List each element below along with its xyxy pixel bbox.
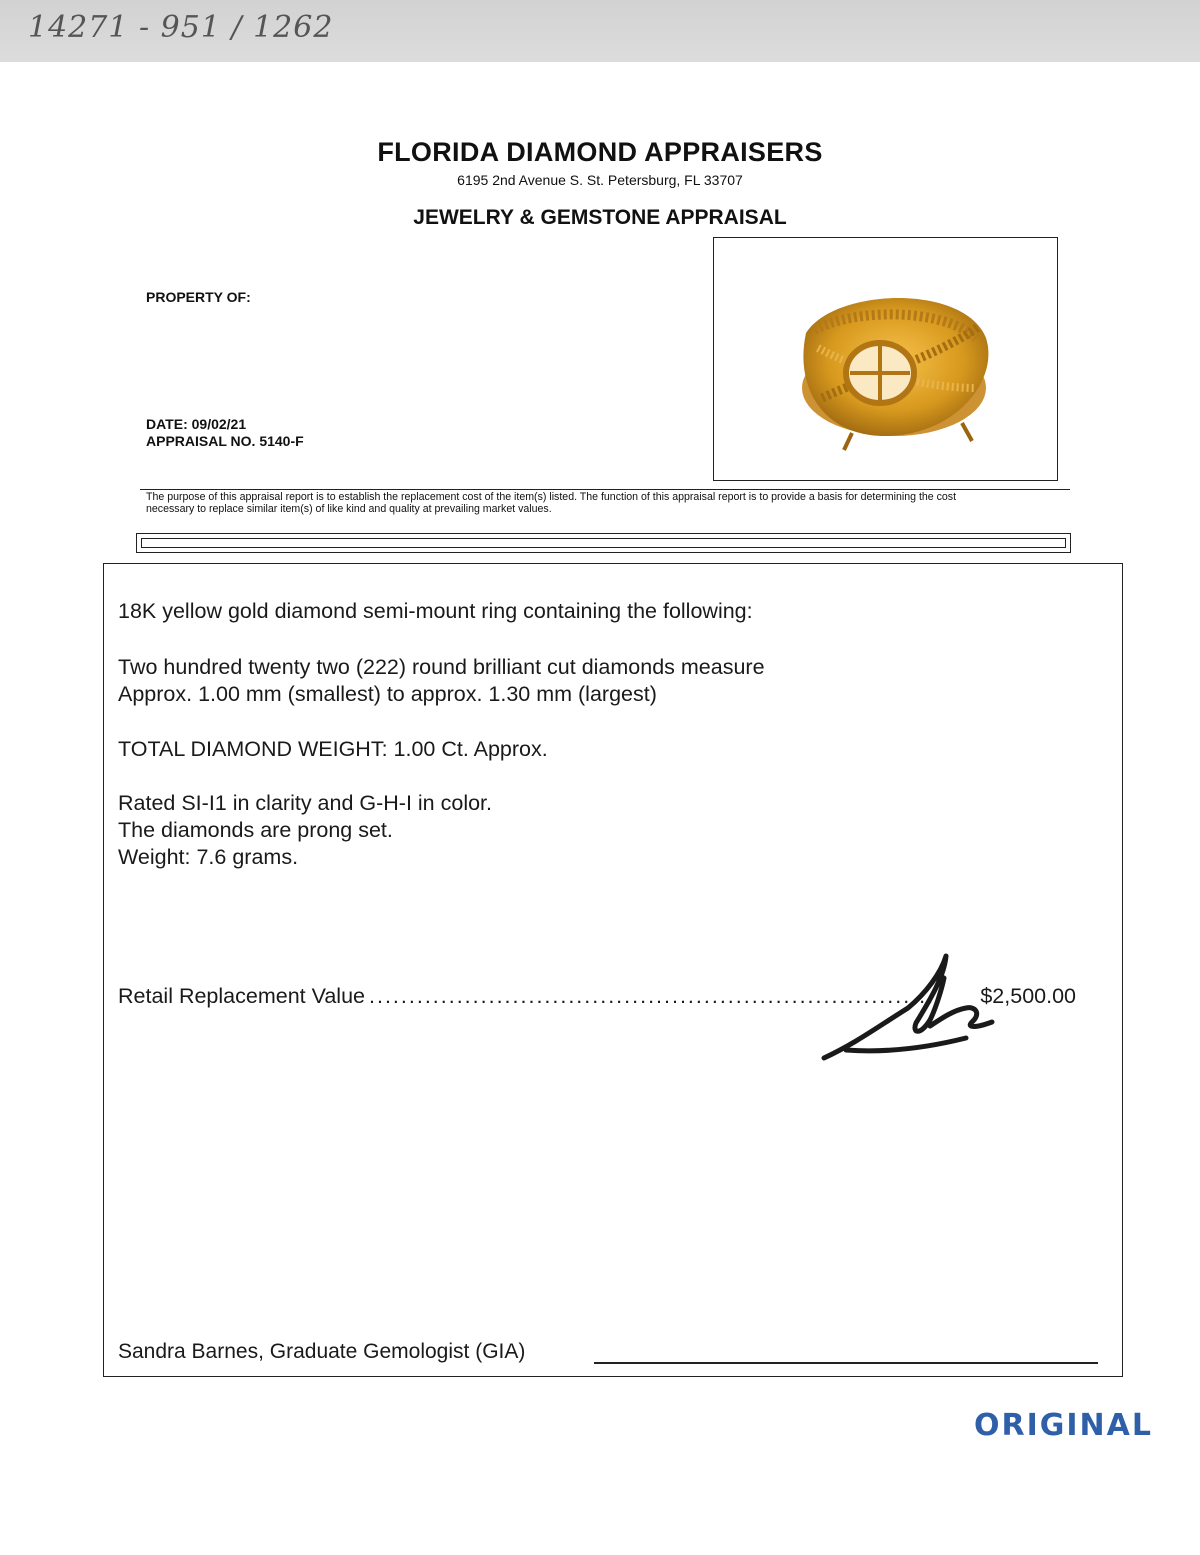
purpose-divider (140, 489, 1070, 490)
date-label: DATE: (146, 416, 188, 432)
company-address: 6195 2nd Avenue S. St. Petersburg, FL 33707 (457, 172, 743, 188)
handwritten-signature (816, 948, 1006, 1078)
company-name: FLORIDA DIAMOND APPRAISERS (377, 137, 823, 167)
signature-line (594, 1362, 1098, 1364)
clarity-color-line: Rated SI-I1 in clarity and G-H-I in color. (118, 791, 493, 815)
date-row (146, 416, 246, 432)
dot-leader: ........................................................................ (369, 984, 944, 1008)
original-stamp: ORIGINAL (974, 1408, 1153, 1443)
replacement-value-label: Retail Replacement Value (118, 984, 365, 1008)
purpose-statement (146, 491, 1070, 515)
handwritten-reference-note: 14271 - 951 / 1262 (28, 10, 334, 45)
purpose-line-2: necessary to replace similar item(s) of like kind and quality at prevailing market values. (146, 503, 552, 515)
purpose-line-1: The purpose of this appraisal report is to establish the replacement cost of the item(s) listed. The function of this appraisal report is to provide a basis for determining the cost (146, 491, 957, 503)
signer-name: Sandra Barnes, Graduate Gemologist (GIA) (118, 1340, 526, 1363)
diamond-size-line: Approx. 1.00 mm (smallest) to approx. 1.30 mm (largest) (118, 682, 657, 706)
ring-photo (714, 238, 1056, 479)
metal-weight-line: Weight: 7.6 grams. (118, 845, 299, 869)
diamond-count-line: Two hundred twenty two (222) round brilliant cut diamonds measure (118, 655, 765, 679)
ring-photo-frame (713, 237, 1058, 481)
appraisal-number-row (146, 433, 304, 449)
setting-line: The diamonds are prong set. (118, 818, 393, 842)
report-title: JEWELRY & GEMSTONE APPRAISAL (413, 206, 787, 229)
appraisal-number-label: APPRAISAL NO. (146, 433, 256, 449)
section-divider-bar (136, 533, 1071, 553)
appraisal-number-value: 5140-F (259, 433, 304, 449)
date-value: 09/02/21 (191, 416, 247, 432)
property-of-label: PROPERTY OF: (146, 289, 251, 305)
total-diamond-weight: TOTAL DIAMOND WEIGHT: 1.00 Ct. Approx. (118, 737, 548, 761)
item-summary: 18K yellow gold diamond semi-mount ring containing the following: (118, 599, 753, 623)
replacement-value-amount: $2,500.00 (980, 984, 1076, 1008)
